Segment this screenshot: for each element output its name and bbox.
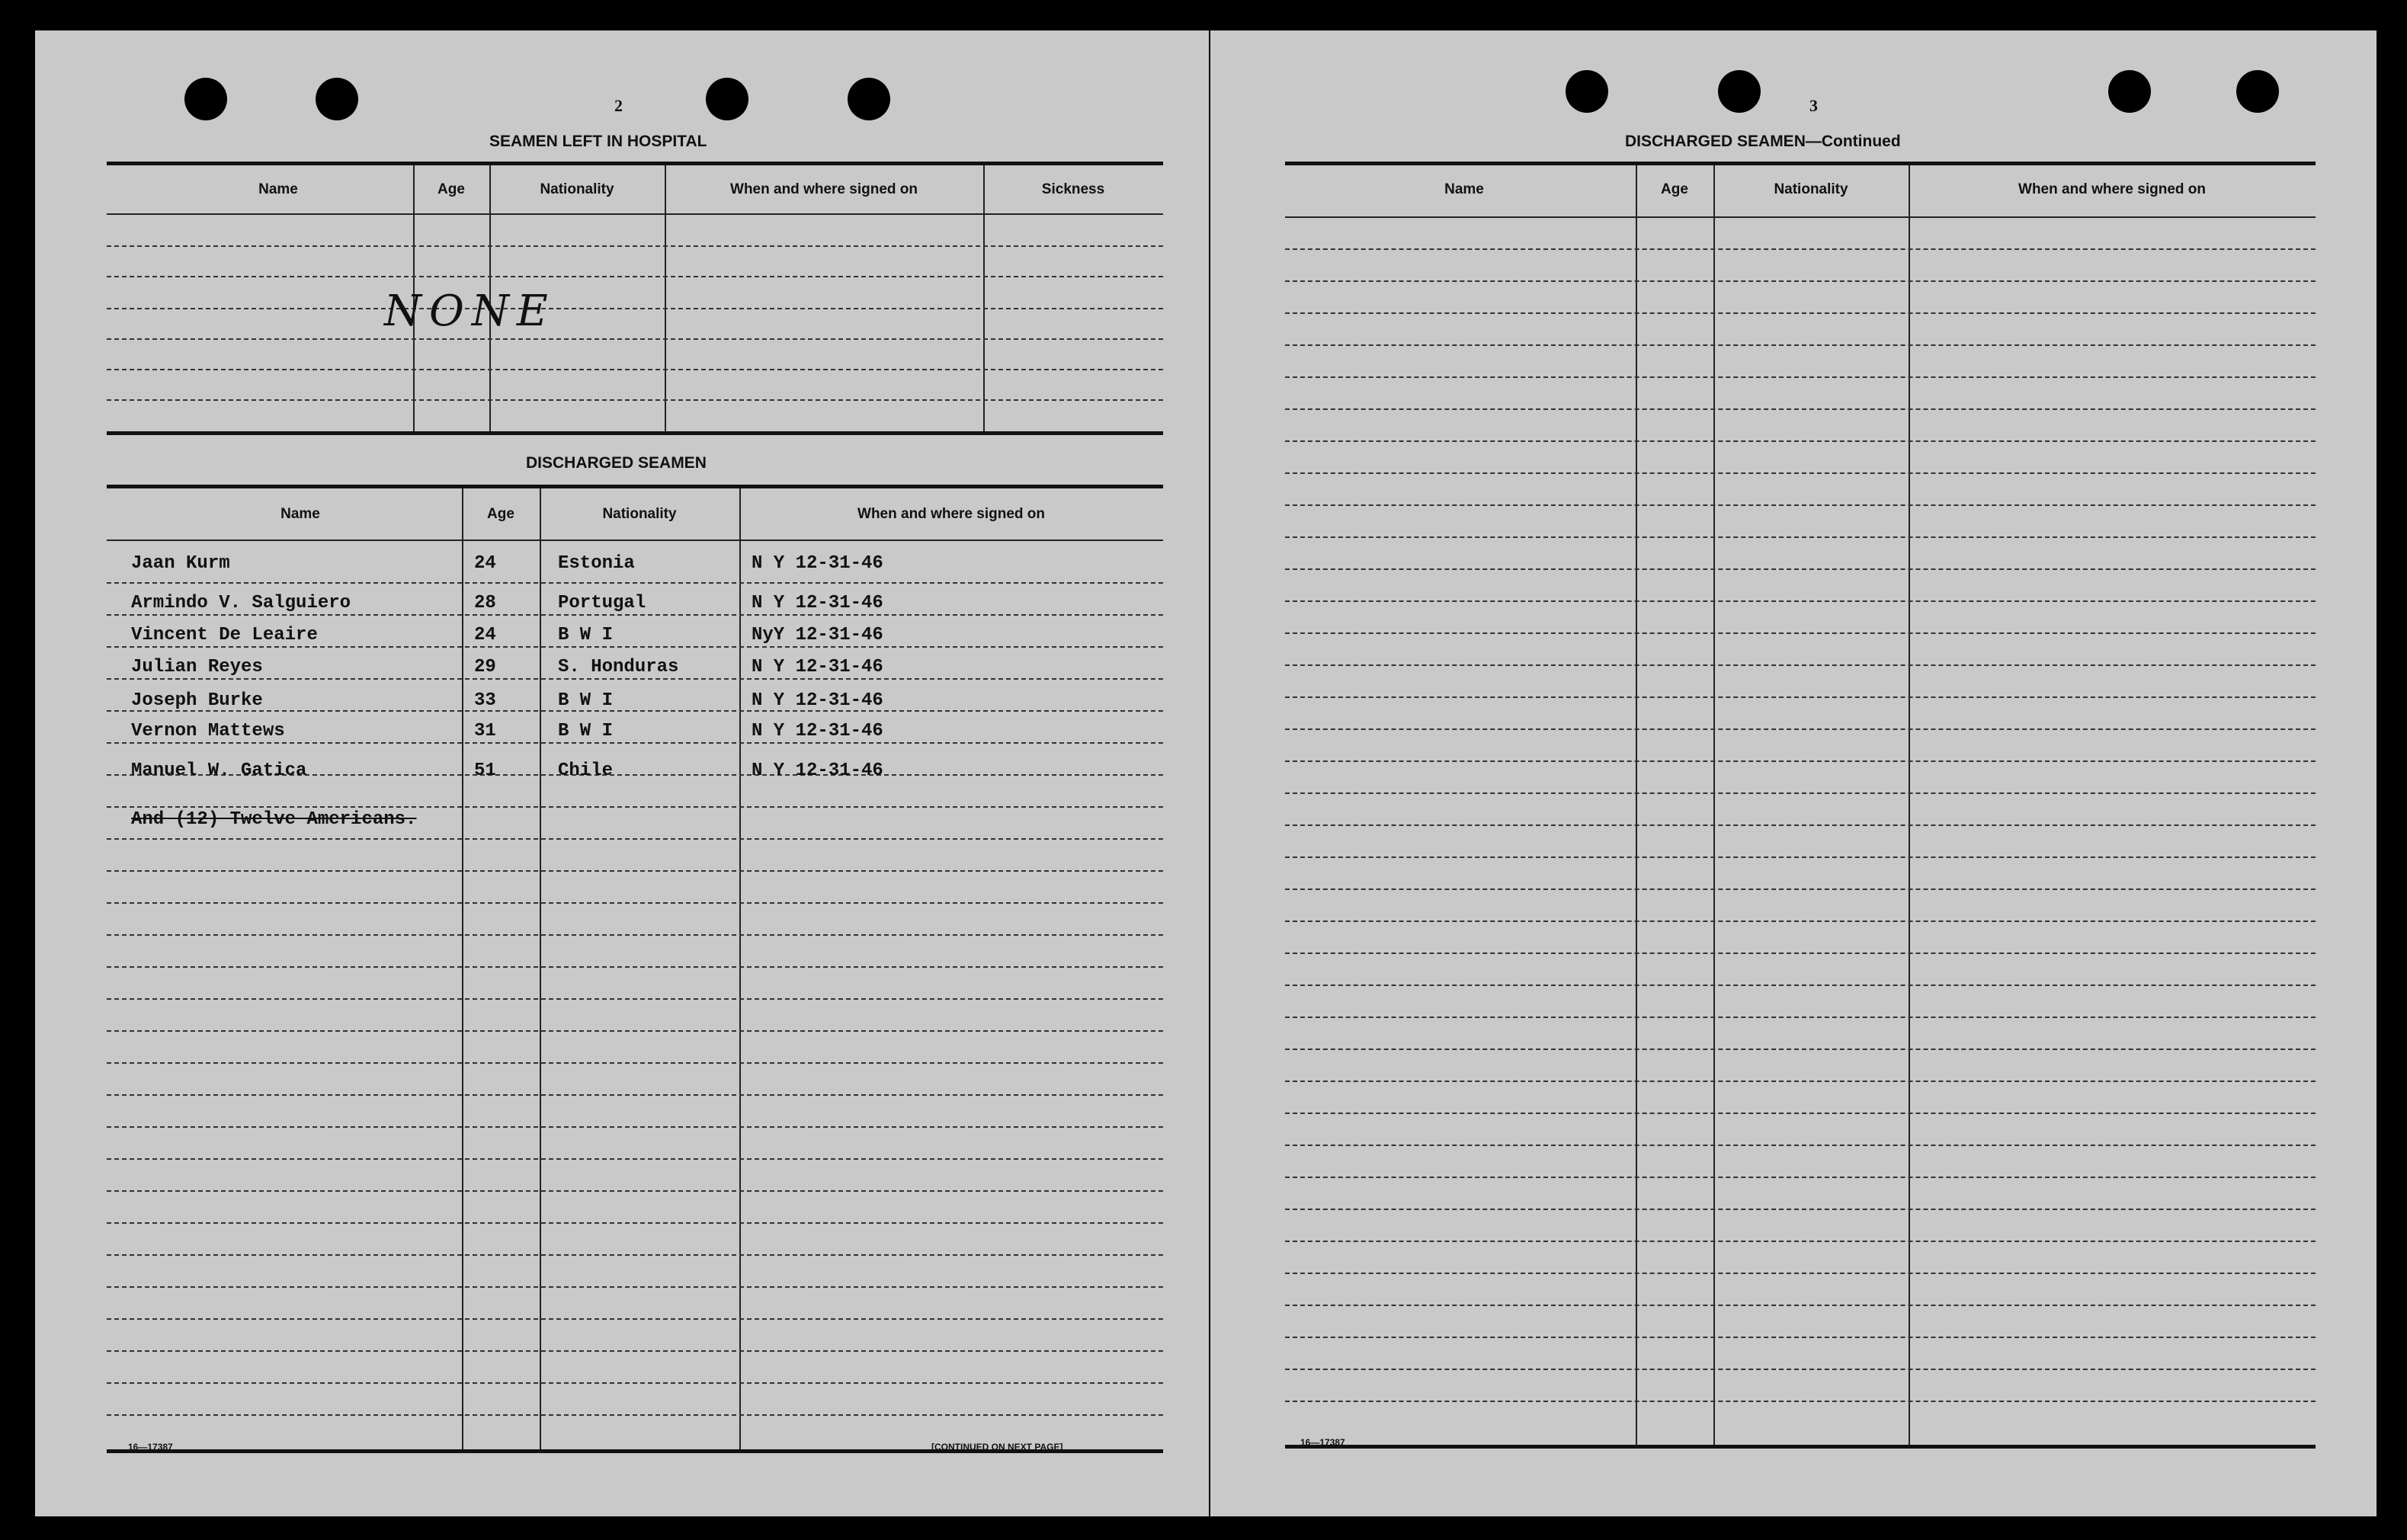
- col-header-age: Age: [437, 181, 465, 197]
- row-line: [107, 399, 1163, 401]
- table-row-name: Vincent De Leaire: [131, 625, 318, 645]
- row-line: [107, 838, 1163, 840]
- table-row-signed-on: N Y 12-31-46: [752, 593, 883, 613]
- form-code: 16—17387: [128, 1442, 173, 1452]
- row-line: [1285, 1017, 2316, 1018]
- table-row-age: 31: [474, 721, 496, 741]
- row-line: [1285, 344, 2316, 346]
- row-line: [107, 710, 1163, 712]
- right-page: [1210, 30, 2377, 1516]
- row-line: [1285, 504, 2316, 506]
- row-line: [1285, 536, 2316, 538]
- row-line: [107, 582, 1163, 584]
- discharged-continued-title: [1625, 133, 1901, 151]
- row-line: [1285, 1113, 2316, 1114]
- table-row-signed-on: N Y 12-31-46: [752, 657, 883, 677]
- row-line: [1285, 1177, 2316, 1178]
- punch-hole: [1718, 70, 1761, 113]
- col-header-age: Age: [487, 506, 514, 522]
- row-line: [107, 1286, 1163, 1288]
- col-header-nationality: Nationality: [1774, 181, 1848, 197]
- table-top-rule: [107, 162, 1163, 165]
- col-divider: [739, 488, 741, 1452]
- row-line: [107, 1414, 1163, 1416]
- col-divider: [665, 165, 666, 434]
- row-line: [107, 1190, 1163, 1192]
- row-line: [1285, 664, 2316, 666]
- row-line: [1285, 1369, 2316, 1370]
- row-line: [1285, 1273, 2316, 1274]
- table-row-nationality: Estonia: [558, 553, 635, 574]
- row-line: [107, 1094, 1163, 1096]
- table-row-nationality: B W I: [558, 721, 614, 741]
- table-row-nationality: Chile: [558, 760, 614, 781]
- row-line: [1285, 856, 2316, 858]
- col-divider: [462, 488, 463, 1452]
- row-line: [107, 1318, 1163, 1320]
- col-header-name: Name: [258, 181, 298, 197]
- table-row-name: Manuel W. Gatica: [131, 760, 307, 781]
- row-line: [1285, 376, 2316, 378]
- row-line: [1285, 792, 2316, 794]
- row-line: [107, 1158, 1163, 1160]
- page-number: 2: [614, 96, 623, 115]
- row-line: [107, 1382, 1163, 1384]
- title-suffix: —Continued: [1805, 133, 1901, 150]
- col-header-name: Name: [280, 506, 320, 522]
- row-line: [1285, 760, 2316, 762]
- col-header-signed-on: When and where signed on: [2018, 181, 2206, 197]
- table-row-name: Vernon Mattews: [131, 721, 285, 741]
- header-rule: [1285, 216, 2316, 218]
- row-line: [1285, 472, 2316, 474]
- table-row-name: Armindo V. Salguiero: [131, 593, 351, 613]
- table-row-nationality: B W I: [558, 690, 614, 711]
- table-row-age: 51: [474, 760, 496, 781]
- row-line: [107, 1254, 1163, 1256]
- row-line: [107, 966, 1163, 968]
- row-line: [1285, 952, 2316, 954]
- left-page: [35, 30, 1209, 1516]
- table-row-signed-on: N Y 12-31-46: [752, 553, 883, 574]
- table-row-name: Joseph Burke: [131, 690, 263, 711]
- row-line: [107, 1126, 1163, 1128]
- punch-hole: [2108, 70, 2151, 113]
- row-line: [1285, 568, 2316, 570]
- table-row-age: 24: [474, 625, 496, 645]
- col-header-nationality: Nationality: [540, 181, 614, 197]
- row-line: [107, 870, 1163, 872]
- row-line: [107, 646, 1163, 648]
- row-line: [107, 1062, 1163, 1064]
- row-line: [1285, 1209, 2316, 1210]
- hospital-table-title: SEAMEN LEFT IN HOSPITAL: [489, 133, 707, 150]
- table-top-rule: [107, 485, 1163, 488]
- row-line: [1285, 600, 2316, 602]
- punch-hole: [184, 78, 227, 120]
- row-line: [1285, 1145, 2316, 1146]
- row-line: [107, 308, 1163, 309]
- table-row-nationality: Portugal: [558, 593, 646, 613]
- handwritten-none: NONE: [384, 287, 556, 336]
- row-line: [107, 902, 1163, 904]
- row-line: [1285, 632, 2316, 634]
- row-line: [1285, 1241, 2316, 1242]
- table-row-name: Julian Reyes: [131, 657, 263, 677]
- punch-hole: [848, 78, 890, 120]
- table-row-name: Jaan Kurm: [131, 553, 230, 574]
- table-row-nationality: B W I: [558, 625, 614, 645]
- row-line: [1285, 440, 2316, 442]
- row-line: [107, 1222, 1163, 1224]
- punch-hole: [1566, 70, 1608, 113]
- row-line: [107, 806, 1163, 808]
- row-line: [1285, 408, 2316, 410]
- table-row-signed-on: NyY 12-31-46: [752, 625, 883, 645]
- row-line: [107, 742, 1163, 744]
- table-row-age: 28: [474, 593, 496, 613]
- col-header-signed-on: When and where signed on: [857, 506, 1045, 522]
- title-text: DISCHARGED SEAMEN: [1625, 133, 1806, 150]
- row-line: [1285, 1305, 2316, 1306]
- table-row-nationality: S. Honduras: [558, 657, 679, 677]
- table-bottom-rule: [1285, 1445, 2316, 1449]
- row-line: [107, 1030, 1163, 1032]
- col-header-sickness: Sickness: [1041, 181, 1105, 197]
- row-line: [1285, 1337, 2316, 1338]
- row-line: [1285, 312, 2316, 314]
- row-line: [1285, 1081, 2316, 1082]
- punch-hole: [2236, 70, 2279, 113]
- table-row-age: 33: [474, 690, 496, 711]
- row-line: [1285, 920, 2316, 922]
- table-note: And (12) Twelve Americans.: [131, 809, 417, 830]
- col-divider: [983, 165, 985, 434]
- col-divider: [1636, 165, 1637, 1447]
- row-line: [1285, 824, 2316, 826]
- table-row-signed-on: N Y 12-31-46: [752, 690, 883, 711]
- row-line: [1285, 985, 2316, 986]
- table-row-signed-on: N Y 12-31-46: [752, 760, 883, 781]
- row-line: [107, 245, 1163, 247]
- header-rule: [107, 539, 1163, 541]
- col-divider: [1713, 165, 1715, 1447]
- form-code: 16—17387: [1300, 1437, 1345, 1448]
- table-row-age: 24: [474, 553, 496, 574]
- page-number: 3: [1809, 96, 1818, 115]
- row-line: [107, 998, 1163, 1000]
- row-line: [1285, 696, 2316, 698]
- discharged-table-title: DISCHARGED SEAMEN: [526, 454, 707, 472]
- row-line: [107, 276, 1163, 277]
- row-line: [107, 614, 1163, 616]
- col-header-signed-on: When and where signed on: [730, 181, 918, 197]
- row-line: [1285, 1049, 2316, 1050]
- table-row-signed-on: N Y 12-31-46: [752, 721, 883, 741]
- row-line: [1285, 248, 2316, 250]
- row-line: [1285, 728, 2316, 730]
- col-divider: [540, 488, 541, 1452]
- col-header-age: Age: [1661, 181, 1688, 197]
- row-line: [1285, 280, 2316, 282]
- punch-hole: [316, 78, 358, 120]
- table-row-age: 29: [474, 657, 496, 677]
- row-line: [107, 1350, 1163, 1352]
- col-header-nationality: Nationality: [602, 506, 677, 522]
- punch-hole: [706, 78, 748, 120]
- row-line: [107, 678, 1163, 680]
- table-top-rule: [1285, 162, 2316, 165]
- row-line: [107, 934, 1163, 936]
- row-line: [1285, 888, 2316, 890]
- col-divider: [1909, 165, 1910, 1447]
- row-line: [107, 369, 1163, 370]
- row-line: [107, 338, 1163, 340]
- continued-note: [CONTINUED ON NEXT PAGE]: [931, 1442, 1063, 1452]
- row-line: [1285, 1401, 2316, 1402]
- col-header-name: Name: [1444, 181, 1484, 197]
- table-bottom-rule: [107, 431, 1163, 435]
- header-rule: [107, 213, 1163, 215]
